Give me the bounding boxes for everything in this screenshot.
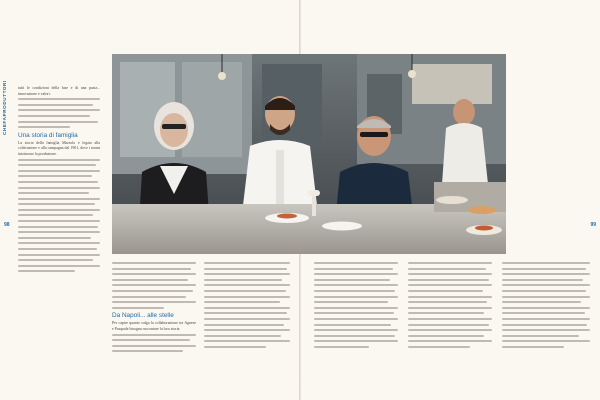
napoli-text-lines (112, 334, 196, 353)
r1-text-lines (314, 262, 398, 348)
right-column-1 (314, 262, 398, 352)
story-intro: La storia della famiglia Marzolo e legata alla coltivazione e alla campagna dal 1901, dove i nonni iniziarono la produzione. (18, 140, 100, 156)
left-column-2 (112, 262, 196, 356)
left-column-3 (204, 262, 290, 352)
chef-group-photo (112, 54, 506, 254)
col2-text-lines (112, 262, 196, 309)
r2-text-lines (408, 262, 492, 348)
left-page-number: 98 (4, 222, 10, 228)
left-column-1 (18, 86, 100, 276)
right-column-3-lower (502, 262, 590, 352)
intro-text-lines (18, 98, 100, 128)
r3-lower-text-lines (502, 262, 590, 348)
right-column-3 (518, 86, 592, 90)
intro-paragraph: tutti le condizioni della fase e di una pasta... innovazione e valori. (18, 86, 100, 96)
col3-text-lines (204, 262, 290, 348)
right-column-2 (408, 262, 492, 352)
story-text-lines (18, 159, 100, 273)
running-head: CHEFAPRODUTTORI (2, 80, 7, 135)
napoli-heading: Da Napoli... alle stelle (112, 312, 174, 320)
right-page-number: 99 (590, 222, 596, 228)
napoli-intro: Per capire quanto valga la collaborazione tra Agnese e Pasquale bisogna raccontare la loro storia. (112, 321, 196, 331)
story-heading: Una storia di famiglia (18, 131, 78, 139)
